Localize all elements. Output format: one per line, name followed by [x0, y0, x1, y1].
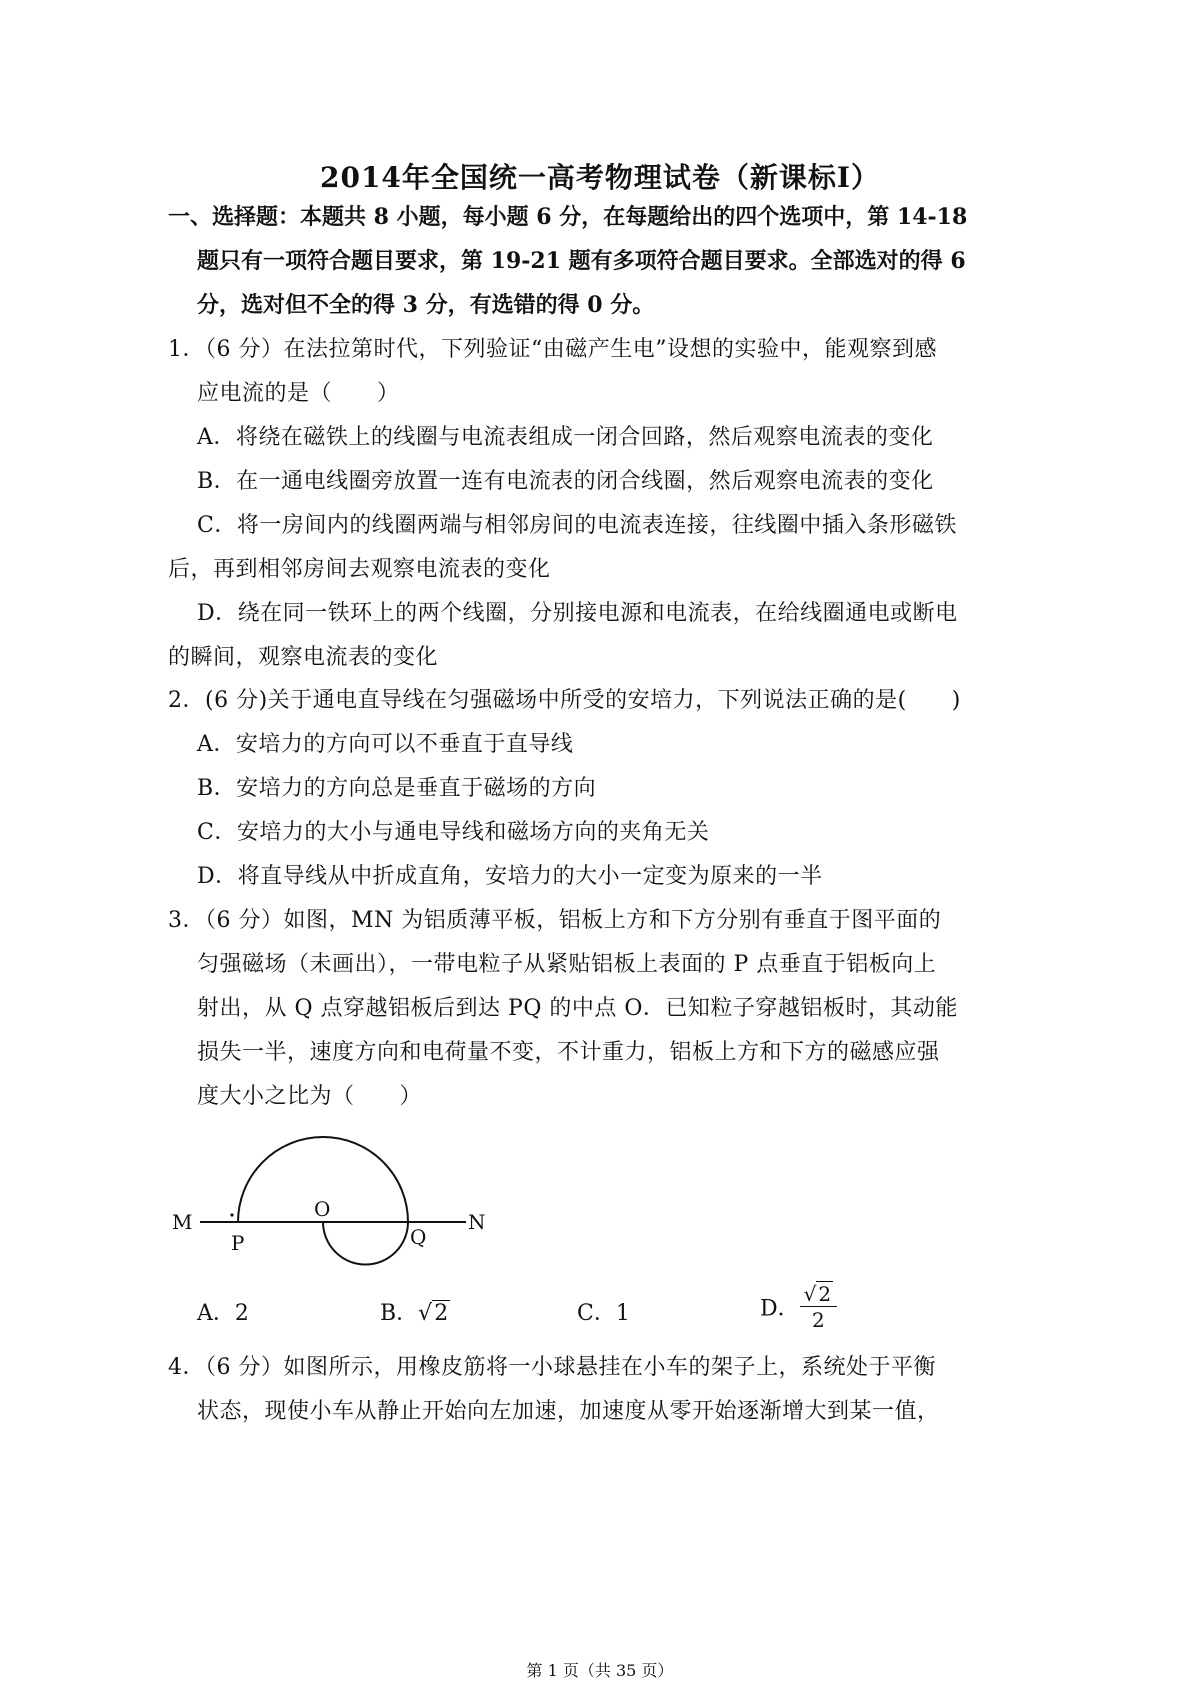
- section-heading-line-2: 题只有一项符合题目要求，第 19-21 题有多项符合题目要求。全部选对的得 6: [197, 248, 966, 274]
- fraction-denominator: 2: [812, 1308, 825, 1332]
- q1-option-d-line-2: 的瞬间，观察电流表的变化: [168, 645, 439, 670]
- q3-stem-line-2: 匀强磁场（未画出），一带电粒子从紧贴铝板上表面的 P 点垂直于铝板向上: [197, 952, 937, 977]
- page-title: 2014年全国统一高考物理试卷（新课标Ⅰ）: [319, 161, 881, 194]
- q2-option-d: D．将直导线从中折成直角，安培力的大小一定变为原来的一半: [197, 864, 823, 889]
- q3-option-a: A．2: [197, 1301, 249, 1326]
- label-m: M: [172, 1210, 193, 1234]
- q3-trajectory-figure: [168, 1118, 508, 1278]
- q2-option-c: C．安培力的大小与通电导线和磁场方向的夹角无关: [197, 820, 710, 845]
- sqrt-radicand: 2: [434, 1301, 449, 1326]
- q3-option-b-prefix: B．: [380, 1301, 419, 1326]
- q1-option-b: B．在一通电线圈旁放置一连有电流表的闭合线圈，然后观察电流表的变化: [197, 469, 934, 494]
- label-p: P: [231, 1231, 245, 1255]
- q1-stem-line-2: 应电流的是（ ）: [197, 381, 400, 406]
- q3-stem-line-5: 度大小之比为（ ）: [197, 1084, 423, 1109]
- q4-stem-line-2: 状态，现使小车从静止开始向左加速，加速度从零开始逐渐增大到某一值，: [197, 1399, 940, 1424]
- q1-option-c-line-1: C．将一房间内的线圈两端与相邻房间的电流表连接，往线圈中插入条形磁铁: [197, 513, 957, 538]
- section-heading-line-3: 分，选对但不全的得 3 分，有选错的得 0 分。: [197, 292, 655, 318]
- q1-option-c-line-2: 后，再到相邻房间去观察电流表的变化: [168, 557, 551, 582]
- q1-option-a: A．将绕在磁铁上的线圈与电流表组成一闭合回路，然后观察电流表的变化: [197, 425, 934, 450]
- fraction: [800, 1284, 837, 1330]
- section-heading-line-1: 一、选择题：本题共 8 小题，每小题 6 分，在每题给出的四个选项中，第 14-18: [168, 204, 968, 230]
- label-n: N: [468, 1210, 486, 1234]
- fraction-numerator: √ 2: [800, 1284, 837, 1307]
- q4-stem-line-1: 4．（6 分）如图所示，用橡皮筋将一小球悬挂在小车的架子上，系统处于平衡: [168, 1355, 936, 1380]
- label-q: Q: [410, 1225, 427, 1249]
- q3-stem-line-1: 3．（6 分）如图，MN 为铝质薄平板，铝板上方和下方分别有垂直于图平面的: [168, 908, 942, 933]
- q3-option-b: [380, 1296, 450, 1327]
- q3-stem-line-3: 射出，从 Q 点穿越铝板后到达 PQ 的中点 O．已知粒子穿越铝板时，其动能: [197, 996, 958, 1021]
- lower-arc: [323, 1222, 408, 1265]
- q3-option-d: [760, 1284, 837, 1330]
- q2-stem: 2．(6 分)关于通电直导线在匀强磁场中所受的安培力，下列说法正确的是( ): [168, 688, 961, 713]
- q1-option-d-line-1: D．绕在同一铁环上的两个线圈，分别接电源和电流表，在给线圈通电或断电: [197, 601, 958, 626]
- q2-option-b: B．安培力的方向总是垂直于磁场的方向: [197, 776, 597, 801]
- label-o: O: [314, 1197, 331, 1221]
- q3-option-c: C．1: [577, 1301, 630, 1326]
- sqrt-symbol: √2: [418, 1301, 449, 1326]
- q2-option-a: A．安培力的方向可以不垂直于直导线: [197, 732, 574, 757]
- q1-stem-line-1: 1．（6 分）在法拉第时代，下列验证“由磁产生电”设想的实验中，能观察到感: [168, 337, 937, 362]
- page-footer: 第 1 页（共 35 页）: [526, 1661, 674, 1680]
- point-p-dot: [230, 1213, 233, 1216]
- q3-option-d-prefix: D．: [760, 1296, 800, 1322]
- q3-stem-line-4: 损失一半，速度方向和电荷量不变，不计重力，铝板上方和下方的磁感应强: [197, 1040, 940, 1065]
